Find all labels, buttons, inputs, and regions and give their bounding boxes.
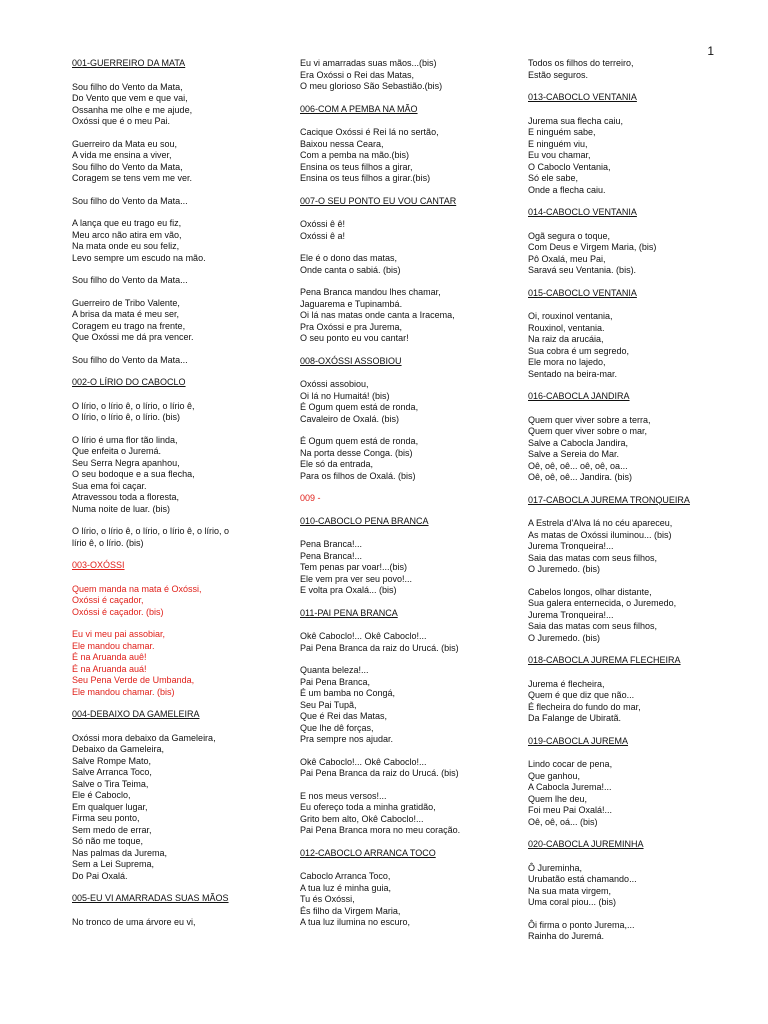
song-title: 018-CABOCLA JUREMA FLECHEIRA: [528, 655, 681, 665]
lyric-line: Sou filho do Vento da Mata...: [72, 354, 188, 365]
song-title: 015-CABOCLO VENTANIA: [528, 287, 637, 298]
lyric-line: Todos os filhos do terreiro,: [528, 58, 634, 68]
lyric-line: Oxóssi assobiou,: [300, 379, 369, 389]
lyric-line: Sou filho do Vento da Mata,: [72, 81, 183, 92]
lyric-line: Saia das matas com seus filhos,: [528, 552, 658, 563]
lyric-line: Na sua mata virgem,: [528, 885, 612, 896]
song-title: 001-GUERREIRO DA MATA: [72, 58, 186, 68]
lyric-line: Saravá seu Ventania. (bis).: [528, 265, 637, 275]
lyric-line: Pra Oxóssi e pra Jurema,: [300, 321, 403, 332]
lyric-line: Coragem se tens vem me ver.: [72, 173, 193, 183]
lyrics-stanza: [72, 733, 272, 883]
lyric-line: Sua cobra é um segredo,: [528, 345, 630, 356]
lyric-line: Salve Rompe Mato,: [72, 755, 152, 766]
lyric-line: Urubatão está chamando...: [528, 874, 637, 884]
lyric-line: Que Oxóssi me dá pra vencer.: [72, 332, 194, 342]
lyric-line: Que enfeita o Juremá.: [72, 446, 162, 456]
lyric-line: A tua luz ilumina no escuro,: [300, 917, 411, 927]
lyric-line: Levo sempre um escudo na mão.: [72, 252, 206, 263]
lyric-line: Quem é que diz que não...: [528, 690, 635, 700]
lyric-line: Seu Serra Negra apanhou,: [72, 457, 180, 468]
lyric-line: Para os filhos de Oxalá. (bis): [300, 470, 416, 481]
lyric-line: Ensina os teus filhos a girar,: [300, 161, 413, 172]
song-title: 007-O SEU PONTO EU VOU CANTAR: [300, 195, 457, 206]
lyric-line: Debaixo da Gameleira,: [72, 744, 165, 754]
lyric-line: A Estrela d'Alva lá no céu apareceu,: [528, 518, 673, 528]
lyric-line: O meu glorioso São Sebastião.(bis): [300, 81, 443, 91]
lyric-line: Com a pemba na mão.(bis): [300, 150, 410, 160]
column-1: [72, 58, 272, 939]
lyric-line: Ôi firma o ponto Jurema,...: [528, 919, 635, 930]
lyric-line: Coragem eu trago na frente,: [72, 320, 186, 331]
lyrics-stanza: [528, 759, 734, 828]
lyrics-stanza: [72, 355, 272, 367]
lyric-line: Ossanha me olhe e me ajude,: [72, 104, 193, 115]
lyric-line: Okê Caboclo!... Okê Caboclo!...: [300, 756, 427, 767]
lyric-line: Na mata onde eu sou feliz,: [72, 241, 180, 251]
song-title: 008-OXÓSSI ASSOBIOU: [300, 355, 402, 366]
lyric-line: Em qualquer lugar,: [72, 801, 148, 812]
song-title: 006-COM A PEMBA NA MÃO: [300, 103, 418, 114]
lyric-line: Sua ema foi caçar.: [72, 480, 147, 491]
lyric-line: Na porta desse Conga. (bis): [300, 447, 413, 458]
lyrics-stanza: [300, 631, 512, 654]
lyric-line: Rainha do Juremá.: [528, 931, 605, 941]
lyric-line: Ô Jureminha,: [528, 862, 583, 873]
lyrics-stanza: [72, 435, 272, 516]
lyric-line: Do Pai Oxalá.: [72, 870, 128, 881]
lyric-line: Pai Pena Branca da raiz do Urucá. (bis): [300, 642, 459, 653]
lyric-line: Pai Pena Branca mora no meu coração.: [300, 825, 461, 835]
lyric-line: Com Deus e Virgem Maria, (bis): [528, 242, 657, 252]
lyric-line: É na Aruanda auá!: [72, 663, 147, 674]
lyric-line: Pena Branca!...: [300, 550, 363, 561]
lyric-line: Numa noite de luar. (bis): [72, 503, 171, 514]
lyrics-stanza: [528, 58, 734, 81]
lyric-line: Guerreiro da Mata eu sou,: [72, 138, 178, 149]
lyric-line: E nos meus versos!...: [300, 790, 387, 801]
lyrics-stanza: [528, 863, 734, 909]
lyric-line: Jurema é flecheira,: [528, 678, 605, 689]
lyrics-stanza: [300, 791, 512, 837]
lyric-line: Salve a Cabocla Jandira,: [528, 437, 629, 448]
lyric-line: Tu és Oxóssi,: [300, 894, 355, 904]
lyric-line: Okê Caboclo!... Okê Caboclo!...: [300, 631, 427, 641]
lyric-line: Atravessou toda a floresta,: [72, 492, 180, 502]
lyric-line: Eu vi meu pai assobiar,: [72, 629, 166, 639]
lyric-line: Pai Pena Branca,: [300, 676, 371, 687]
lyrics-stanza: [300, 539, 512, 597]
lyric-line: Cavaleiro de Oxalá. (bis): [300, 413, 400, 424]
lyric-line: Oi, rouxinol ventania,: [528, 311, 613, 321]
song-title: 012-CABOCLO ARRANCA TOCO: [300, 847, 436, 858]
lyrics-stanza: [72, 584, 272, 619]
lyric-line: A tua luz é minha guia,: [300, 882, 392, 893]
page-number: 1: [707, 44, 714, 58]
lyric-line: Que é Rei das Matas,: [300, 711, 388, 721]
lyric-line: Só não me toque,: [72, 836, 144, 846]
lyric-line: Guerreiro de Tribo Valente,: [72, 297, 180, 308]
lyric-line: A lança que eu trago eu fiz,: [72, 218, 182, 228]
song-title: 005-EU VI AMARRADAS SUAS MÃOS: [72, 893, 229, 903]
lyric-line: Sentado na beira-mar.: [528, 368, 618, 379]
lyric-line: Ele mora no lajedo,: [528, 357, 606, 367]
song-title: 010-CABOCLO PENA BRANCA: [300, 515, 429, 526]
lyric-line: Pena Branca!...: [300, 539, 363, 549]
lyric-line: Quem quer viver sobre o mar,: [528, 426, 648, 436]
lyric-line: A Cabocla Jurema!...: [528, 782, 612, 792]
lyrics-stanza: [300, 127, 512, 185]
lyrics-stanza: [528, 231, 734, 277]
lyrics-stanza: [528, 116, 734, 197]
lyric-line: O lírio, o lírio ê, o lírio, o lírio ê, o lírio, o: [72, 526, 230, 536]
lyric-line: O lírio é uma flor tão linda,: [72, 434, 178, 445]
lyric-line: Oxóssi ê a!: [300, 230, 346, 241]
lyric-line: Oxóssi mora debaixo da Gameleira,: [72, 732, 216, 743]
lyric-line: Quem lhe deu,: [528, 793, 588, 804]
lyric-line: Meu arco não atira em vão,: [72, 229, 182, 240]
lyric-line: Ele é o dono das matas,: [300, 253, 398, 263]
lyrics-stanza: [72, 218, 272, 264]
lyric-line: Pô Oxalá, meu Pai,: [528, 253, 606, 264]
lyric-line: Sou filho do Vento da Mata,: [72, 161, 183, 172]
lyric-line: A vida me ensina a viver,: [72, 150, 172, 160]
lyrics-stanza: [72, 526, 272, 549]
lyric-line: Ele é Caboclo,: [72, 790, 131, 800]
lyric-line: Eu ofereço toda a minha gratidão,: [300, 802, 436, 812]
lyrics-stanza: [300, 436, 512, 482]
lyric-line: Só ele sabe,: [528, 173, 579, 183]
lyric-line: Eu vou chamar,: [528, 150, 591, 160]
lyric-line: Jaguarema e Tupinambá.: [300, 298, 403, 309]
lyric-line: Uma coral piou... (bis): [528, 897, 617, 907]
lyrics-stanza: [72, 196, 272, 208]
lyric-line: Oi lá no Humaitá! (bis): [300, 390, 390, 401]
lyric-line: Ele só da entrada,: [300, 459, 374, 469]
lyrics-stanza: [300, 287, 512, 345]
lyric-line: É na Aruanda auê!: [72, 652, 147, 662]
lyric-line: Jurema Tronqueira!...: [528, 609, 614, 620]
lyrics-stanza: [528, 415, 734, 484]
lyric-line: Oi lá nas matas onde canta a Iracema,: [300, 310, 455, 320]
lyric-line: É Ogum quem está de ronda,: [300, 402, 419, 412]
lyric-line: Sem a Lei Suprema,: [72, 859, 155, 869]
lyric-line: E ninguém viu,: [528, 138, 588, 149]
lyrics-stanza: [72, 401, 272, 424]
lyric-line: Oxóssi ê ê!: [300, 219, 346, 229]
lyric-line: Quem manda na mata é Oxóssi,: [72, 583, 202, 594]
lyrics-stanza: [72, 82, 272, 128]
lyric-line: Que lhe dê forças,: [300, 722, 374, 733]
lyrics-stanza: [528, 920, 734, 943]
lyrics-stanza: [300, 871, 512, 929]
lyric-line: É Ogum quem está de ronda,: [300, 436, 419, 446]
lyric-line: Sou filho do Vento da Mata...: [72, 275, 188, 285]
song-title: 002-O LÍRIO DO CABOCLO: [72, 377, 186, 387]
lyric-line: Pra sempre nos ajudar.: [300, 734, 394, 744]
lyrics-stanza: [300, 58, 512, 93]
song-title: 013-CABOCLO VENTANIA: [528, 92, 637, 102]
lyric-line: O lírio, o lírio ê, o lírio, o lírio ê,: [72, 400, 195, 411]
lyric-line: Ele vem pra ver seu povo!...: [300, 573, 413, 584]
lyrics-stanza: [300, 757, 512, 780]
lyric-line: Ogã segura o toque,: [528, 230, 611, 241]
lyrics-stanza: [72, 298, 272, 344]
lyric-line: Seu Pai Tupã,: [300, 699, 357, 710]
lyric-line: Salve a Sereia do Mar.: [528, 449, 620, 459]
lyric-line: Oxóssi é caçador. (bis): [72, 606, 164, 617]
song-title: 017-CABOCLA JUREMA TRONQUEIRA: [528, 494, 690, 505]
column-3: [528, 58, 734, 954]
lyric-line: Pai Pena Branca da raiz do Urucá. (bis): [300, 768, 459, 778]
lyric-line: É flecheira do fundo do mar,: [528, 701, 641, 712]
lyric-line: O Juremedo. (bis): [528, 632, 601, 643]
lyric-line: Que ganhou,: [528, 770, 581, 781]
lyric-line: Oê, oê, oê... oê, oê, oa...: [528, 460, 628, 471]
column-2: [300, 58, 512, 940]
lyric-line: És filho da Virgem Maria,: [300, 905, 401, 916]
lyric-line: Da Falange de Ubiratã.: [528, 713, 622, 723]
lyrics-stanza: [300, 665, 512, 746]
lyric-line: Ele mandou chamar.: [72, 640, 155, 651]
lyric-line: Onde canta o sabiá. (bis): [300, 264, 401, 275]
lyric-line: Estão seguros.: [528, 69, 589, 80]
lyric-line: É um bamba no Congá,: [300, 688, 396, 698]
lyric-line: Sua galera enternecida, o Juremedo,: [528, 598, 677, 608]
lyrics-stanza: [300, 493, 512, 505]
lyric-line: Ensina os teus filhos a girar.(bis): [300, 173, 431, 183]
lyrics-stanza: [300, 379, 512, 425]
lyric-line: Na raiz da arucáia,: [528, 334, 604, 344]
lyric-line: Onde a flecha caiu.: [528, 184, 606, 195]
song-title: 011-PAI PENA BRANCA: [300, 607, 398, 618]
lyric-line: Oê, oê, oá... (bis): [528, 816, 598, 827]
lyric-line: Do Vento que vem e que vai,: [72, 93, 188, 103]
lyric-line: Sem medo de errar,: [72, 824, 152, 835]
lyric-line: Salve Arranca Toco,: [72, 767, 152, 777]
lyric-line: Tem penas par voar!...(bis): [300, 562, 408, 572]
lyric-line: Cacique Oxóssi é Rei lá no sertão,: [300, 127, 439, 137]
lyric-line: Quanta beleza!...: [300, 665, 369, 675]
lyric-line: O Juremedo. (bis): [528, 564, 601, 574]
lyrics-stanza: [72, 275, 272, 287]
lyric-line: Seu Pena Verde de Umbanda,: [72, 675, 195, 685]
lyric-line: Quem quer viver sobre a terra,: [528, 414, 651, 425]
lyric-line: O Caboclo Ventania,: [528, 161, 611, 172]
lyric-line: Pena Branca mandou lhes chamar,: [300, 287, 441, 297]
lyric-line: Oê, oê, oê... Jandira. (bis): [528, 472, 633, 482]
lyric-line: Nas palmas da Jurema,: [72, 847, 168, 858]
lyric-line: Cabelos longos, olhar distante,: [528, 586, 652, 597]
lyric-line: Oxóssi é caçador,: [72, 595, 144, 605]
lyric-line: O seu ponto eu vou cantar!: [300, 333, 409, 343]
lyric-line: Firma seu ponto,: [72, 813, 140, 823]
lyric-line: Ele mandou chamar. (bis): [72, 686, 175, 697]
lyric-line: Oxóssi que é o meu Pai.: [72, 116, 171, 126]
lyrics-stanza: [300, 253, 512, 276]
lyric-line: Caboclo Arranca Toco,: [300, 871, 391, 881]
lyrics-stanza: [72, 139, 272, 185]
lyric-line: E volta pra Oxalá... (bis): [300, 585, 397, 595]
song-title: 004-DEBAIXO DA GAMELEIRA: [72, 709, 200, 719]
lyric-line: Rouxinol, ventania.: [528, 322, 605, 333]
lyric-line: Salve o Tira Teima,: [72, 778, 149, 789]
lyric-line: Saia das matas com seus filhos,: [528, 621, 658, 631]
lyrics-stanza: [300, 219, 512, 242]
lyric-line: 009 -: [300, 493, 321, 503]
lyric-line: O seu bodoque e a sua flecha,: [72, 469, 195, 479]
lyric-line: Lindo cocar de pena,: [528, 759, 613, 769]
lyric-line: E ninguém sabe,: [528, 127, 596, 137]
lyrics-stanza: [528, 518, 734, 576]
lyrics-stanza: [528, 311, 734, 380]
lyric-line: Eu vi amarradas suas mãos...(bis): [300, 58, 437, 68]
lyrics-stanza: [72, 917, 272, 929]
lyric-line: O lírio, o lírio ê, o lírio. (bis): [72, 412, 181, 422]
lyric-line: No tronco de uma árvore eu vi,: [72, 916, 196, 927]
song-title: 014-CABOCLO VENTANIA: [528, 207, 637, 217]
lyric-line: lírio ê, o lírio. (bis): [72, 537, 144, 548]
lyric-line: Grito bem alto, Okê Caboclo!...: [300, 813, 424, 824]
lyric-line: Era Oxóssi o Rei das Matas,: [300, 69, 415, 80]
lyric-line: Jurema Tronqueira!...: [528, 541, 614, 551]
lyric-line: Jurema sua flecha caiu,: [528, 115, 624, 126]
lyric-line: Sou filho do Vento da Mata...: [72, 195, 188, 206]
song-title: 020-CABOCLA JUREMINHA: [528, 839, 644, 849]
lyric-line: As matas de Oxóssi iluminou... (bis): [528, 529, 672, 540]
lyrics-stanza: [528, 679, 734, 725]
lyrics-stanza: [72, 629, 272, 698]
lyrics-stanza: [528, 587, 734, 645]
lyric-line: A brisa da mata é meu ser,: [72, 309, 180, 319]
song-title: 019-CABOCLA JUREMA: [528, 735, 629, 746]
song-title: 016-CABOCLA JANDIRA: [528, 391, 630, 401]
lyric-line: Foi meu Pai Oxalá!...: [528, 805, 613, 815]
song-title: 003-OXÓSSI: [72, 560, 125, 570]
lyric-line: Baixou nessa Ceara,: [300, 138, 384, 149]
